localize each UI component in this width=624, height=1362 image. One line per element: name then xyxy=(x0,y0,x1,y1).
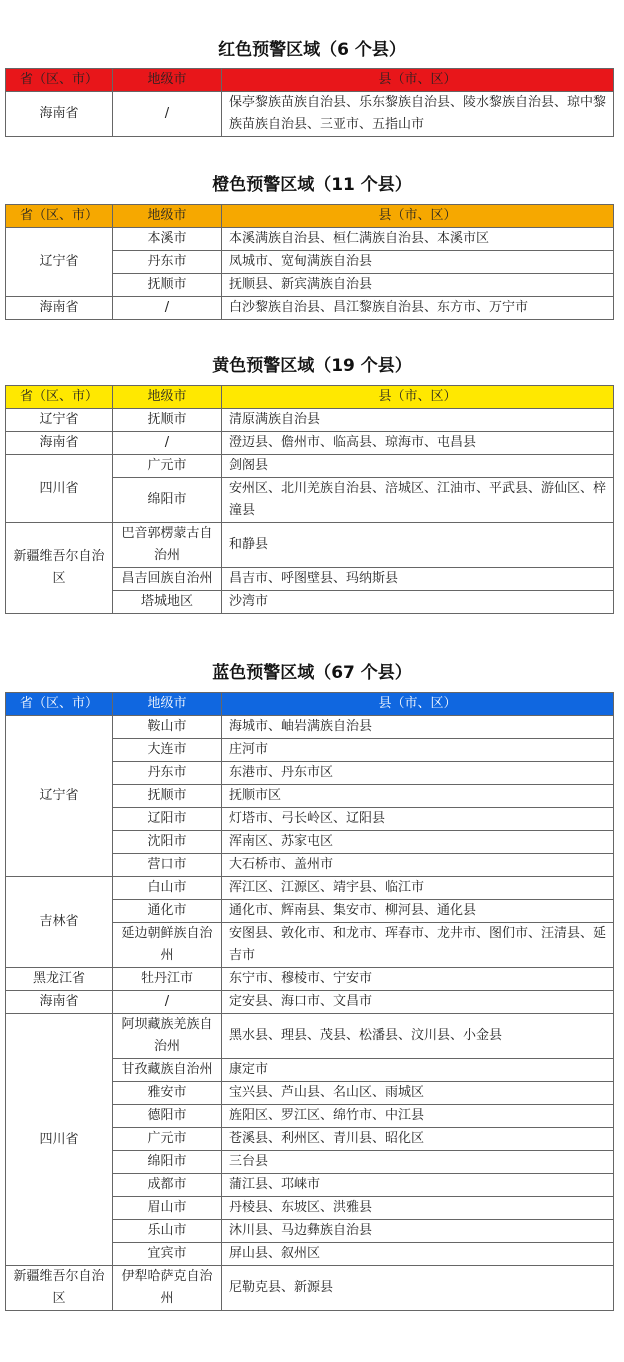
city-cell: 延边朝鲜族自治州 xyxy=(113,923,222,968)
counties-cell: 苍溪县、利州区、青川县、昭化区 xyxy=(222,1128,614,1151)
city-cell: 宜宾市 xyxy=(113,1243,222,1266)
blue-warning-table xyxy=(5,692,614,1311)
city-cell: 乐山市 xyxy=(113,1220,222,1243)
city-cell: 广元市 xyxy=(113,1128,222,1151)
counties-cell: 抚顺县、新宾满族自治县 xyxy=(222,274,614,297)
header-city: 地级市 xyxy=(113,69,222,92)
section-title-orange: 橙色预警区域（11 个县） xyxy=(212,175,412,195)
city-cell: / xyxy=(113,991,222,1014)
header-city: 地级市 xyxy=(113,205,222,228)
counties-cell: 庄河市 xyxy=(222,739,614,762)
counties-cell: 屏山县、叙州区 xyxy=(222,1243,614,1266)
header-city: 地级市 xyxy=(113,386,222,409)
counties-cell: 抚顺市区 xyxy=(222,785,614,808)
city-cell: 成都市 xyxy=(113,1174,222,1197)
province-cell: 海南省 xyxy=(6,991,113,1014)
city-cell: 抚顺市 xyxy=(113,274,222,297)
province-cell: 辽宁省 xyxy=(6,228,113,297)
city-cell: 抚顺市 xyxy=(113,785,222,808)
header-province: 省（区、市） xyxy=(6,205,113,228)
counties-cell: 浑南区、苏家屯区 xyxy=(222,831,614,854)
counties-cell: 灯塔市、弓长岭区、辽阳县 xyxy=(222,808,614,831)
counties-cell: 本溪满族自治县、桓仁满族自治县、本溪市区 xyxy=(222,228,614,251)
table-row xyxy=(6,455,614,478)
city-cell: 通化市 xyxy=(113,900,222,923)
counties-cell: 剑阁县 xyxy=(222,455,614,478)
counties-cell: 旌阳区、罗江区、绵竹市、中江县 xyxy=(222,1105,614,1128)
counties-cell: 浑江区、江源区、靖宇县、临江市 xyxy=(222,877,614,900)
counties-cell: 昌吉市、呼图壁县、玛纳斯县 xyxy=(222,568,614,591)
city-cell: 牡丹江市 xyxy=(113,968,222,991)
province-cell: 四川省 xyxy=(6,1014,113,1266)
counties-cell: 白沙黎族自治县、昌江黎族自治县、东方市、万宁市 xyxy=(222,297,614,320)
city-cell: 广元市 xyxy=(113,455,222,478)
counties-cell: 康定市 xyxy=(222,1059,614,1082)
table-row xyxy=(6,92,614,137)
header-county: 县（市、区） xyxy=(222,386,614,409)
city-cell: 绵阳市 xyxy=(113,478,222,523)
city-cell: 大连市 xyxy=(113,739,222,762)
yellow-warning-table xyxy=(5,385,614,614)
province-cell: 新疆维吾尔自治区 xyxy=(6,1266,113,1311)
counties-cell: 三台县 xyxy=(222,1151,614,1174)
section-title-yellow: 黄色预警区域（19 个县） xyxy=(212,356,412,376)
city-cell: 德阳市 xyxy=(113,1105,222,1128)
city-cell: 甘孜藏族自治州 xyxy=(113,1059,222,1082)
counties-cell: 保亭黎族苗族自治县、乐东黎族自治县、陵水黎族自治县、琼中黎族苗族自治县、三亚市、五指山市 xyxy=(222,92,614,137)
city-cell: 塔城地区 xyxy=(113,591,222,614)
table-row xyxy=(6,1266,614,1311)
counties-cell: 蒲江县、邛崃市 xyxy=(222,1174,614,1197)
table-header-row xyxy=(6,69,614,92)
counties-cell: 尼勒克县、新源县 xyxy=(222,1266,614,1311)
table-row xyxy=(6,432,614,455)
table-row xyxy=(6,228,614,251)
city-cell: 丹东市 xyxy=(113,762,222,785)
province-cell: 辽宁省 xyxy=(6,409,113,432)
city-cell: 雅安市 xyxy=(113,1082,222,1105)
counties-cell: 安图县、敦化市、和龙市、珲春市、龙井市、图们市、汪清县、延吉市 xyxy=(222,923,614,968)
header-county: 县（市、区） xyxy=(222,69,614,92)
counties-cell: 凤城市、宽甸满族自治县 xyxy=(222,251,614,274)
table-header-row xyxy=(6,386,614,409)
table-row xyxy=(6,991,614,1014)
province-cell: 海南省 xyxy=(6,297,113,320)
section-title-red: 红色预警区域（6 个县） xyxy=(218,40,406,60)
counties-cell: 和静县 xyxy=(222,523,614,568)
city-cell: 营口市 xyxy=(113,854,222,877)
province-cell: 新疆维吾尔自治区 xyxy=(6,523,113,614)
counties-cell: 沐川县、马边彝族自治县 xyxy=(222,1220,614,1243)
city-cell: 辽阳市 xyxy=(113,808,222,831)
counties-cell: 黑水县、理县、茂县、松潘县、汶川县、小金县 xyxy=(222,1014,614,1059)
table-header-row xyxy=(6,693,614,716)
header-county: 县（市、区） xyxy=(222,693,614,716)
counties-cell: 东港市、丹东市区 xyxy=(222,762,614,785)
province-cell: 海南省 xyxy=(6,92,113,137)
counties-cell: 大石桥市、盖州市 xyxy=(222,854,614,877)
counties-cell: 东宁市、穆棱市、宁安市 xyxy=(222,968,614,991)
city-cell: 伊犁哈萨克自治州 xyxy=(113,1266,222,1311)
header-province: 省（区、市） xyxy=(6,693,113,716)
city-cell: 沈阳市 xyxy=(113,831,222,854)
city-cell: 丹东市 xyxy=(113,251,222,274)
counties-cell: 丹棱县、东坡区、洪雅县 xyxy=(222,1197,614,1220)
table-row xyxy=(6,523,614,568)
city-cell: 抚顺市 xyxy=(113,409,222,432)
section-title-blue: 蓝色预警区域（67 个县） xyxy=(212,663,412,683)
table-header-row xyxy=(6,205,614,228)
city-cell: 阿坝藏族羌族自治州 xyxy=(113,1014,222,1059)
counties-cell: 通化市、辉南县、集安市、柳河县、通化县 xyxy=(222,900,614,923)
city-cell: / xyxy=(113,297,222,320)
city-cell: / xyxy=(113,92,222,137)
province-cell: 四川省 xyxy=(6,455,113,523)
header-province: 省（区、市） xyxy=(6,386,113,409)
province-cell: 海南省 xyxy=(6,432,113,455)
counties-cell: 定安县、海口市、文昌市 xyxy=(222,991,614,1014)
counties-cell: 澄迈县、儋州市、临高县、琼海市、屯昌县 xyxy=(222,432,614,455)
table-row xyxy=(6,968,614,991)
province-cell: 辽宁省 xyxy=(6,716,113,877)
city-cell: 巴音郭楞蒙古自治州 xyxy=(113,523,222,568)
header-county: 县（市、区） xyxy=(222,205,614,228)
counties-cell: 清原满族自治县 xyxy=(222,409,614,432)
header-province: 省（区、市） xyxy=(6,69,113,92)
table-row xyxy=(6,409,614,432)
table-row xyxy=(6,297,614,320)
counties-cell: 安州区、北川羌族自治县、涪城区、江油市、平武县、游仙区、梓潼县 xyxy=(222,478,614,523)
red-warning-table xyxy=(5,68,614,137)
counties-cell: 宝兴县、芦山县、名山区、雨城区 xyxy=(222,1082,614,1105)
city-cell: 鞍山市 xyxy=(113,716,222,739)
city-cell: 昌吉回族自治州 xyxy=(113,568,222,591)
city-cell: 本溪市 xyxy=(113,228,222,251)
counties-cell: 沙湾市 xyxy=(222,591,614,614)
counties-cell: 海城市、岫岩满族自治县 xyxy=(222,716,614,739)
orange-warning-table xyxy=(5,204,614,320)
city-cell: 眉山市 xyxy=(113,1197,222,1220)
city-cell: 白山市 xyxy=(113,877,222,900)
city-cell: / xyxy=(113,432,222,455)
province-cell: 吉林省 xyxy=(6,877,113,968)
table-row xyxy=(6,716,614,739)
table-row xyxy=(6,877,614,900)
city-cell: 绵阳市 xyxy=(113,1151,222,1174)
table-row xyxy=(6,1014,614,1059)
header-city: 地级市 xyxy=(113,693,222,716)
province-cell: 黑龙江省 xyxy=(6,968,113,991)
